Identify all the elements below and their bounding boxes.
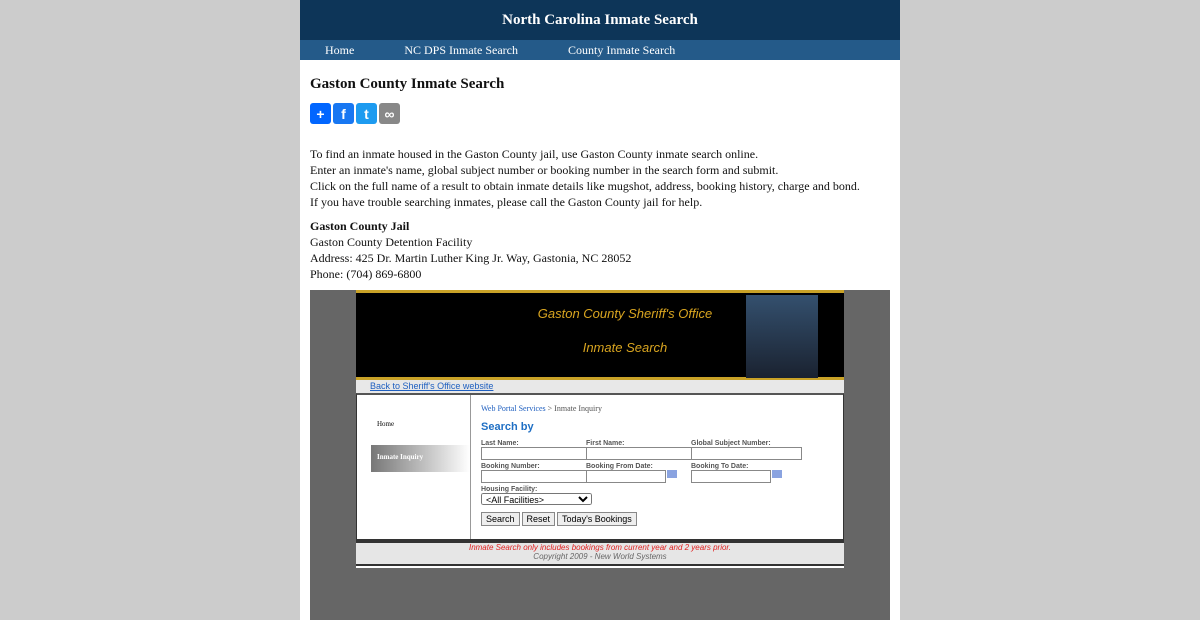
banner-subtitle: Inmate Search [582, 340, 668, 355]
housing-label: Housing Facility: [481, 486, 538, 493]
search-button[interactable]: Search [481, 512, 520, 526]
nav-county[interactable]: County Inmate Search [567, 43, 676, 57]
to-date-label: Booking To Date: [691, 463, 749, 470]
last-name-label: Last Name: [481, 440, 519, 447]
jail-info [310, 218, 890, 282]
page [300, 0, 900, 620]
jail-phone: Phone: (704) 869-6800 [310, 267, 422, 281]
facebook-icon[interactable]: f [333, 103, 354, 124]
nav-nc-dps[interactable]: NC DPS Inmate Search [404, 43, 518, 57]
housing-select[interactable] [481, 493, 592, 505]
back-link[interactable]: Back to Sheriff's Office website [370, 381, 494, 391]
first-name-label: First Name: [586, 440, 625, 447]
last-name-input[interactable] [481, 447, 587, 460]
first-name-input[interactable] [586, 447, 692, 460]
todays-bookings-button[interactable]: Today's Bookings [557, 512, 637, 526]
gsn-input[interactable] [691, 447, 802, 460]
calendar-icon[interactable] [667, 470, 677, 478]
intro-text [310, 146, 890, 210]
jail-address: Address: 425 Dr. Martin Luther King Jr. Way, Gastonia, NC 28052 [310, 251, 632, 265]
nav-bar [300, 40, 900, 60]
side-inmate-inquiry[interactable]: Inmate Inquiry [371, 445, 470, 472]
share-plus-icon[interactable]: + [310, 103, 331, 124]
from-date-label: Booking From Date: [586, 463, 653, 470]
sheriff-photo [746, 295, 818, 378]
page-title: Gaston County Inmate Search [310, 76, 505, 92]
side-home[interactable]: Home [377, 420, 395, 428]
footer [356, 540, 844, 566]
intro-line: If you have trouble searching inmates, please call the Gaston County jail for help. [310, 195, 703, 209]
jail-name: Gaston County Jail [310, 219, 410, 233]
reset-button[interactable]: Reset [522, 512, 556, 526]
gsn-label: Global Subject Number: [691, 440, 771, 447]
breadcrumb-link[interactable]: Web Portal Services [481, 404, 546, 413]
search-by-heading: Search by [481, 421, 534, 433]
intro-line: To find an inmate housed in the Gaston County jail, use Gaston County inmate search online. [310, 147, 759, 161]
calendar-icon[interactable] [772, 470, 782, 478]
copyright-text: Copyright 2009 - New World Systems [533, 552, 667, 561]
intro-line: Enter an inmate's name, global subject number or booking number in the search form and submit. [310, 163, 779, 177]
from-date-input[interactable] [586, 470, 666, 483]
notice-text: Inmate Search only includes bookings from current year and 2 years prior. [468, 543, 732, 552]
site-header: North Carolina Inmate Search [300, 0, 900, 40]
share-bar [310, 103, 890, 124]
embedded-search-frame [310, 290, 890, 620]
sheriff-banner [356, 290, 844, 380]
side-menu [357, 395, 471, 539]
twitter-icon[interactable]: t [356, 103, 377, 124]
to-date-input[interactable] [691, 470, 771, 483]
booking-number-label: Booking Number: [481, 463, 540, 470]
nav-home[interactable]: Home [325, 43, 355, 57]
copy-link-icon[interactable]: ∞ [379, 103, 400, 124]
breadcrumb-current: > Inmate Inquiry [545, 404, 602, 413]
booking-number-input[interactable] [481, 470, 587, 483]
banner-title: Gaston County Sheriff's Office [537, 306, 713, 321]
intro-line: Click on the full name of a result to obtain inmate details like mugshot, address, booking history, charge and bond. [310, 179, 860, 193]
breadcrumb [481, 404, 833, 413]
jail-facility: Gaston County Detention Facility [310, 235, 473, 249]
